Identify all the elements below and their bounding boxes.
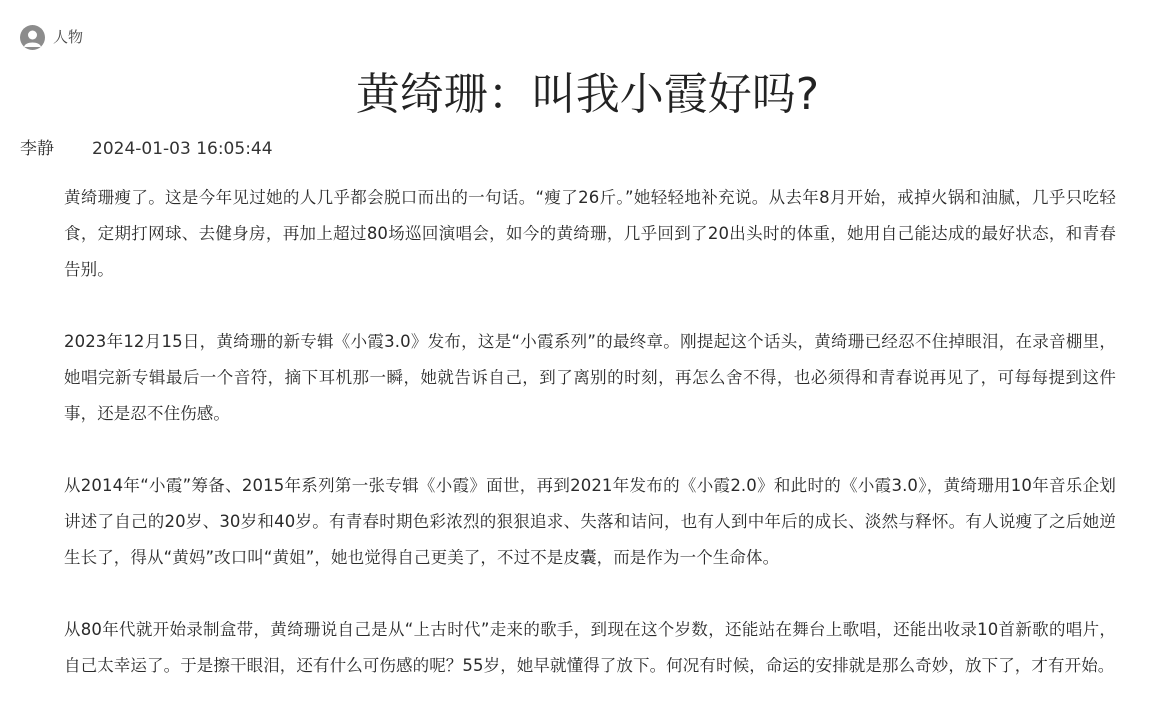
author-name: 李静 xyxy=(20,139,54,159)
paragraph: 黄绮珊瘦了。这是今年见过她的人几乎都会脱口而出的一句话。“瘦了26斤。”她轻轻地补充说。从去年8月开始，戒掉火锅和油腻，几乎只吃轻食，定期打网球、去健身房，再加上超过80场巡回演唱会，如今的黄绮珊，几乎回到了20出头时的体重，她用自己能达成的最好状态，和青春告别。 xyxy=(64,188,1116,279)
paragraph: 从80年代就开始录制盒带，黄绮珊说自己是从“上古时代”走来的歌手，到现在这个岁数，还能站在舞台上歌唱，还能出收录10首新歌的唱片，自己太幸运了。于是擦干眼泪，还有什么可伤感的呢？55岁，她早就懂得了放下。何况有时候，命运的安排就是那么奇妙，放下了，才有开始。 xyxy=(64,620,1116,675)
person-avatar-icon xyxy=(20,25,45,50)
paragraph: 从2014年“小霞”筹备、2015年系列第一张专辑《小霞》面世，再到2021年发布的《小霞2.0》和此时的《小霞3.0》，黄绮珊用10年音乐企划讲述了自己的20岁、30岁和40岁。有青春时期色彩浓烈的狠狠追求、失落和诘问，也有人到中年后的成长、淡然与释怀。有人说瘦了之后她逆生长了，得从“黄妈”改口叫“黄姐”，她也觉得自己更美了，不过不是皮囊，而是作为一个生命体。 xyxy=(64,476,1116,567)
article-title: 黄绮珊：叫我小霞好吗? xyxy=(355,69,820,120)
channel-label[interactable]: 人物 xyxy=(53,28,84,46)
publish-timestamp: 2024-01-03 16:05:44 xyxy=(92,139,273,159)
article-meta xyxy=(20,136,273,162)
channel-header[interactable] xyxy=(20,25,83,50)
paragraph: 2023年12月15日，黄绮珊的新专辑《小霞3.0》发布，这是“小霞系列”的最终章。刚提起这个话头，黄绮珊已经忍不住掉眼泪，在录音棚里，她唱完新专辑最后一个音符，摘下耳机那一瞬，她就告诉自己，到了离别的时刻，再怎么舍不得，也必须得和青春说再见了，可每每提到这件事，还是忍不住伤感。 xyxy=(64,332,1116,423)
article-body xyxy=(64,180,1116,720)
